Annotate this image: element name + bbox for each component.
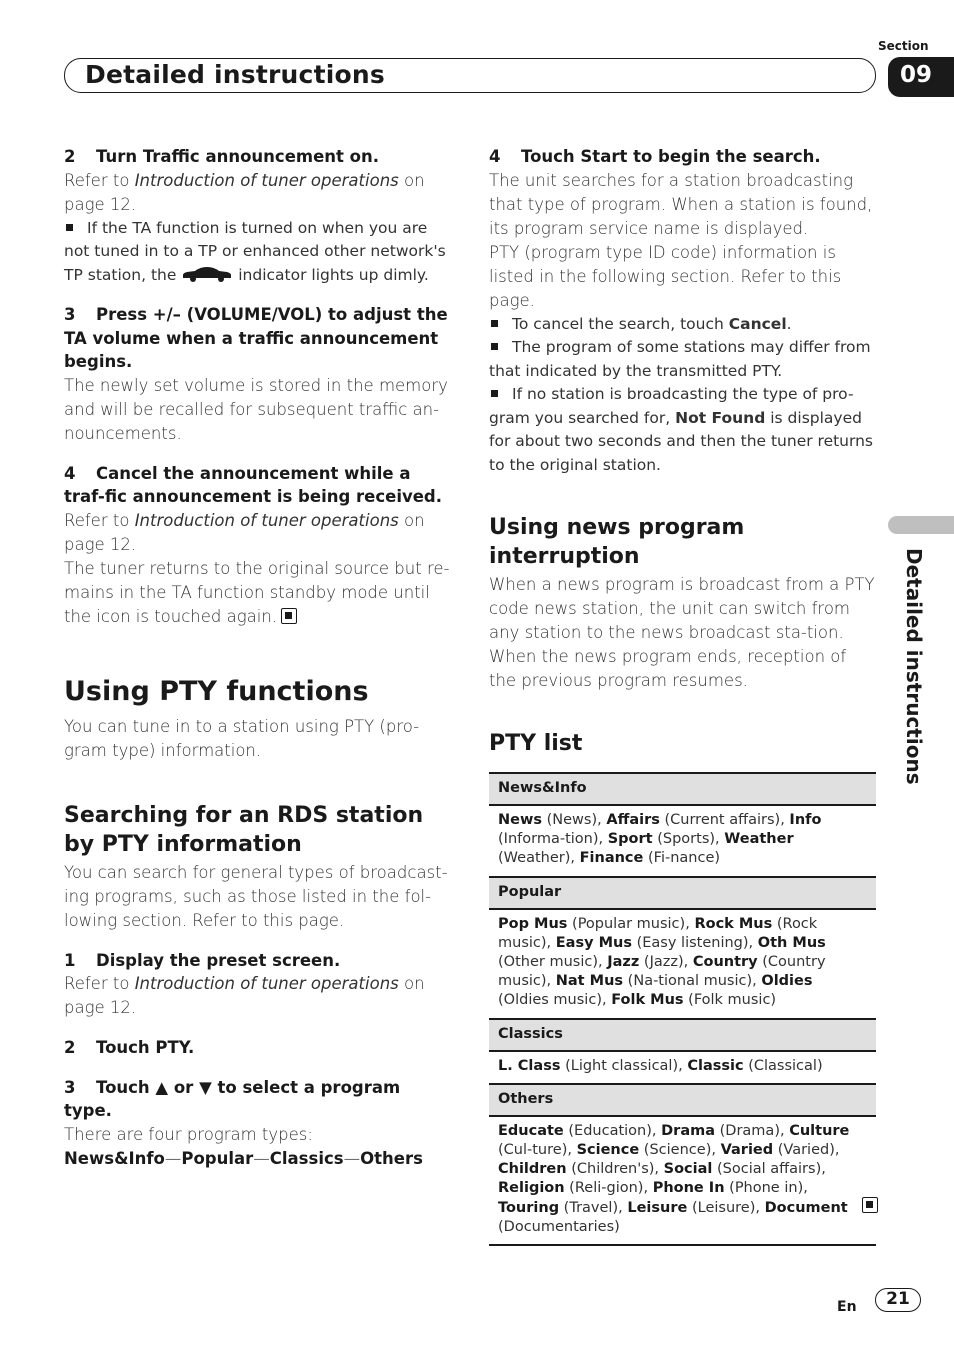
- pty-description: Light classical: [570, 1057, 673, 1074]
- pty-code: Varied: [720, 1142, 774, 1159]
- pty-description: Social affairs: [722, 1161, 816, 1178]
- pty-code: Document: [764, 1199, 848, 1216]
- page-number: 21: [875, 1288, 921, 1312]
- pty-description: Classical: [753, 1057, 817, 1074]
- paragraph: PTY (program type ID code) information is listed in the following section. Refer to this page.: [489, 242, 842, 310]
- pty-category: Classics: [489, 1019, 876, 1051]
- traffic-car-icon: [181, 266, 233, 282]
- pty-code: Culture: [789, 1122, 850, 1139]
- subsection-heading: Searching for an RDS station by PTY information: [64, 802, 424, 857]
- pty-code: News: [498, 812, 542, 828]
- note: To cancel the search, touch Cancel.: [489, 313, 876, 337]
- left-column: [64, 145, 450, 1170]
- pty-items: News (News), Affairs (Current affairs), Info (Informa-tion), Sport (Sports), Weather (Weather), Finance (Fi-nance): [498, 812, 822, 867]
- pty-description: Sports: [662, 831, 710, 848]
- pty-category: Popular: [489, 877, 876, 909]
- paragraph: You can tune in to a station using PTY (pro-gram type) information.: [64, 716, 420, 760]
- side-tab: [888, 516, 954, 534]
- pty-description: News: [552, 812, 592, 828]
- pty-description: Reli-gion: [574, 1180, 638, 1197]
- paragraph: There are four program types:: [64, 1124, 313, 1144]
- pty-category: News&Info: [489, 773, 876, 805]
- pty-items: Educate (Education), Drama (Drama), Culture (Cul-ture), Science (Science), Varied (Varied), Children (Children's), Social (Social affairs), Religion (Reli-gion), Phone In (Phone in), Touring (Travel), Leisure (Leisure), Document (Documentaries): [489, 1116, 876, 1245]
- pty-code: L. Class: [498, 1057, 561, 1074]
- pty-description: Country music: [498, 954, 826, 990]
- step-heading: 1 Display the preset screen.: [64, 950, 341, 970]
- pty-code: Leisure: [627, 1199, 688, 1216]
- note: If the TA function is turned on when you are not tuned in to a TP or enhanced other network's TP station, the indicator lights up dimly.: [64, 218, 446, 284]
- pty-description: Oldies music: [503, 992, 597, 1009]
- subsection-heading: Using news program interruption: [489, 515, 745, 569]
- pty-code: Religion: [498, 1180, 565, 1197]
- side-tab-label: Detailed instructions: [902, 548, 926, 785]
- step-heading: 3 Touch ▲ or ▼ to select a program type.: [64, 1077, 401, 1120]
- pty-description: Drama: [725, 1122, 775, 1139]
- pty-description: Folk music: [693, 992, 771, 1009]
- pty-code: Country: [692, 954, 758, 971]
- pty-code: Classic: [687, 1057, 744, 1074]
- paragraph: The tuner returns to the original source but re-mains in the TA function standby mode until the icon is touched again.: [64, 558, 450, 626]
- pty-code: Info: [789, 812, 822, 828]
- pty-description: Varied: [783, 1142, 830, 1159]
- end-mark-icon: [862, 1197, 878, 1213]
- paragraph: When a news program is broadcast from a PTY code news station, the unit can switch from any station to the news broadcast sta-tion. When the news program ends, reception of the previous program resumes.: [489, 575, 875, 690]
- note: The program of some stations may differ from that indicated by the transmitted PTY.: [489, 338, 871, 380]
- pty-code: Social: [663, 1161, 713, 1178]
- section-heading: Using PTY functions: [64, 675, 369, 707]
- pty-description: Travel: [569, 1199, 613, 1216]
- pty-description: Popular music: [577, 915, 680, 932]
- pty-description: Easy listening: [642, 934, 743, 951]
- program-types: News&Info—Popular—Classics—Others: [64, 1148, 423, 1168]
- step-heading: 4 Cancel the announcement while a traf-fic announcement is being received.: [64, 463, 443, 506]
- pty-code: Affairs: [606, 812, 660, 828]
- step-heading: 2 Turn Traffic announcement on.: [64, 147, 379, 166]
- pty-code: Touring: [498, 1199, 560, 1216]
- pty-description: Phone in: [734, 1180, 798, 1197]
- pty-code: Oth Mus: [757, 934, 826, 951]
- pty-code: Jazz: [607, 954, 640, 971]
- pty-code: Weather: [724, 831, 794, 848]
- pty-description: Jazz: [649, 954, 678, 971]
- pty-code: Finance: [579, 850, 644, 867]
- pty-description: Education: [574, 1122, 647, 1139]
- pty-description: Weather: [503, 850, 565, 867]
- pty-description: Informa-tion: [503, 831, 593, 848]
- pty-code: Folk Mus: [611, 992, 684, 1009]
- pty-code: Sport: [607, 831, 653, 848]
- page-title: Detailed instructions: [85, 60, 385, 89]
- pty-description: Other music: [503, 954, 593, 971]
- pty-table: [489, 772, 876, 1246]
- bullet-icon: [66, 224, 73, 231]
- pty-description: Cul-ture: [503, 1142, 562, 1159]
- pty-code: Pop Mus: [498, 915, 568, 932]
- step-heading: 2 Touch PTY.: [64, 1038, 195, 1057]
- paragraph: Refer to Introduction of tuner operations on page 12.: [64, 170, 425, 214]
- pty-description: Documentaries: [503, 1218, 615, 1235]
- pty-code: Oldies: [761, 973, 813, 990]
- pty-code: Easy Mus: [555, 934, 632, 951]
- end-mark-icon: [281, 608, 297, 624]
- pty-code: Nat Mus: [555, 973, 624, 990]
- paragraph: Refer to Introduction of tuner operations on page 12.: [64, 974, 425, 1017]
- paragraph: The newly set volume is stored in the memory and will be recalled for subsequent traffic an-nouncements.: [64, 375, 448, 443]
- pty-code: Science: [576, 1142, 640, 1159]
- pty-description: Na-tional music: [633, 973, 747, 990]
- pty-description: Leisure: [697, 1199, 750, 1216]
- pty-description: Fi-nance: [653, 850, 715, 867]
- right-column: [489, 145, 876, 1246]
- note: If no station is broadcasting the type of pro-gram you searched for, Not Found is displayed for about two seconds and then the tuner returns to the original station.: [489, 385, 874, 474]
- paragraph: The unit searches for a station broadcasting that type of program. When a station is found, its program service name is displayed.: [489, 170, 873, 238]
- pty-description: Rock music: [498, 915, 818, 951]
- paragraph: Refer to Introduction of tuner operations on page 12.: [64, 510, 425, 554]
- section-label: Section: [878, 39, 929, 53]
- pty-code: Drama: [661, 1122, 716, 1139]
- language-label: En: [837, 1299, 857, 1315]
- pty-code: Children: [498, 1161, 567, 1178]
- pty-category: Others: [489, 1084, 876, 1116]
- pty-description: Children's: [576, 1161, 649, 1178]
- bullet-icon: [491, 390, 498, 397]
- bullet-icon: [491, 343, 498, 350]
- section-number: 09: [888, 57, 954, 97]
- paragraph: You can search for general types of broadcast-ing programs, such as those listed in the fol-lowing section. Refer to this page.: [64, 862, 448, 930]
- pty-description: Science: [649, 1142, 706, 1159]
- pty-code: Educate: [498, 1122, 564, 1139]
- bullet-icon: [491, 320, 498, 327]
- pty-description: Current affairs: [670, 812, 775, 828]
- step-heading: 4 Touch Start to begin the search.: [489, 147, 821, 166]
- step-heading: 3 Press +/– (VOLUME/VOL) to adjust the TA volume when a traffic announcement begins.: [64, 305, 448, 371]
- pty-code: Rock Mus: [694, 915, 773, 932]
- pty-code: Phone In: [652, 1180, 725, 1197]
- pty-items: Pop Mus (Popular music), Rock Mus (Rock music), Easy Mus (Easy listening), Oth Mus (Other music), Jazz (Jazz), Country (Country music), Nat Mus (Na-tional music), Oldies (Oldies music), Folk Mus (Folk music): [498, 915, 826, 1009]
- pty-items: L. Class (Light classical), Classic (Classical): [498, 1057, 823, 1074]
- subsection-heading: PTY list: [489, 731, 583, 756]
